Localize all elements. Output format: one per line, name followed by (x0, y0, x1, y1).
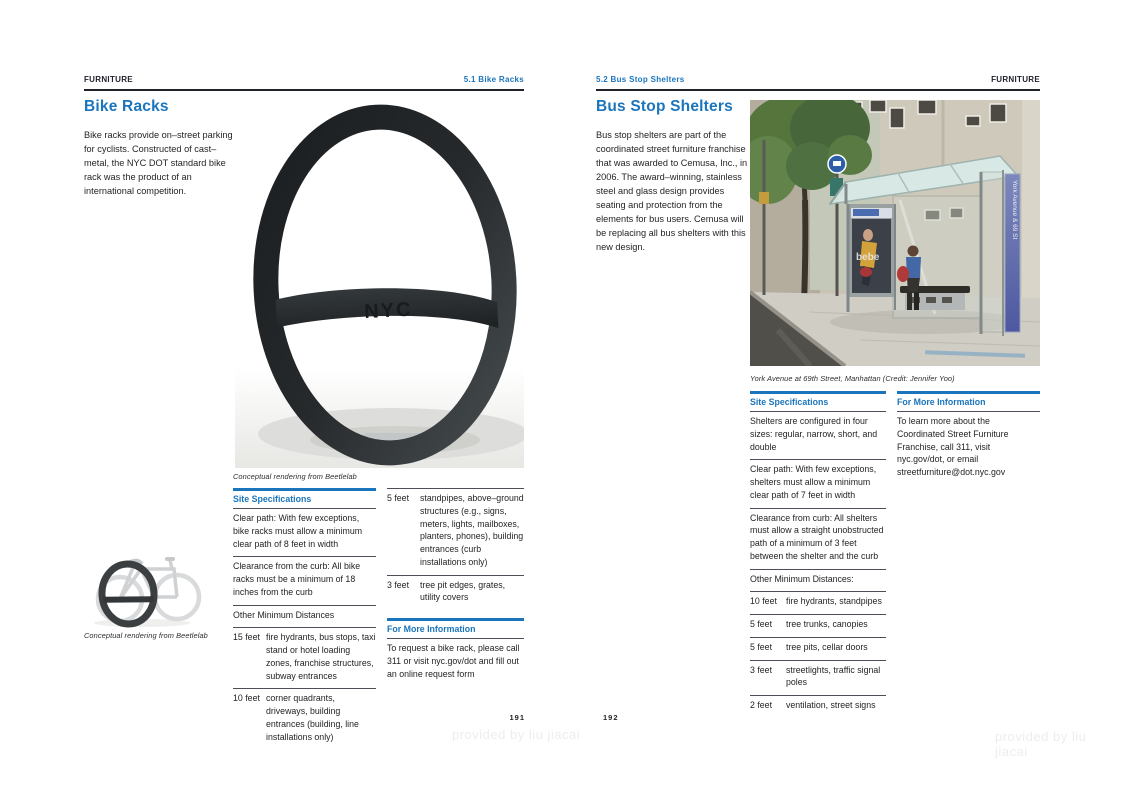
right-section-head: 5.2 Bus Stop Shelters (596, 75, 685, 84)
spec-other-distances-label: Other Minimum Distances: (750, 569, 886, 592)
bike-rack-photo-caption: Conceptual rendering from Beetlelab (233, 472, 357, 481)
spec-distance-row (233, 627, 376, 688)
page-title-bus-stop-shelters: Bus Stop Shelters (596, 98, 733, 115)
distance-desc: ventilation, street signs (786, 700, 876, 710)
distance-term: 5 feet (387, 493, 410, 503)
site-specs-heading: Site Specifications (750, 391, 886, 411)
nyc-embossed-logo: NYC (363, 298, 414, 324)
bike-site-specs-column (233, 488, 376, 749)
distance-desc: corner quadrants, driveways, building entrances (building, line installations only) (266, 693, 359, 742)
more-info-heading: For More Information (897, 391, 1040, 411)
right-header-rule (596, 89, 1040, 91)
spec-distance-row (387, 488, 524, 575)
distance-term: 3 feet (387, 579, 410, 590)
spec-sizes: Shelters are configured in four sizes: regular, narrow, short, and double (750, 411, 886, 459)
left-running-head: FURNITURE (84, 75, 133, 84)
distance-term: 5 feet (750, 641, 773, 652)
left-header-rule (84, 89, 524, 91)
spec-curb-clearance: Clearance from curb: All shelters must allow a straight unobstructed path of a minimum of 3 feet between the shelter and the curb (750, 508, 886, 569)
spec-distance-row (750, 695, 886, 718)
distance-desc: tree trunks, canopies (786, 619, 868, 629)
distance-desc: fire hydrants, bus stops, taxi stand or hotel loading zones, franchise structures, subway entrances (266, 632, 376, 681)
bike-site-specs-column-2 (387, 488, 524, 686)
distance-desc: streetlights, traffic signal poles (786, 664, 881, 688)
bike-racks-intro: Bike racks provide on–street parking for cyclists. Constructed of cast–metal, the NYC DOT standard bike rack was the product of an international competition. (84, 130, 233, 196)
ad-brand-text: bebe (856, 252, 880, 263)
page-title-bike-racks: Bike Racks (84, 98, 169, 115)
totem-street-sign-text: York Avenue & 69 St (1011, 180, 1018, 240)
more-info-heading: For More Information (387, 618, 524, 638)
watermark-left: provided by liu jiacai (452, 727, 581, 742)
site-specs-heading: Site Specifications (233, 488, 376, 508)
bike-rack-photo (235, 100, 524, 468)
left-page-number: 191 (509, 713, 525, 722)
spec-clear-path: Clear path: With few exceptions, shelters must allow a minimum clear path of 7 feet in width (750, 459, 886, 507)
distance-desc: standpipes, above–ground structures (e.g., signs, meters, lights, mailboxes, planters, phones), building entrances (curb installations only) (420, 493, 524, 567)
distance-desc: tree pit edges, grates, utility covers (420, 579, 506, 603)
spec-distance-row (387, 575, 524, 611)
distance-term: 2 feet (750, 700, 773, 710)
distance-term: 3 feet (750, 664, 773, 675)
right-page-number: 192 (603, 713, 619, 722)
spec-distance-row (750, 614, 886, 637)
bus-shelter-photo-caption: York Avenue at 69th Street, Manhattan (Credit: Jennifer Yoo) (750, 374, 955, 383)
more-info-text: To learn more about the Coordinated Street Furniture Franchise, call 311, visit nyc.gov/dot, or email streetfurniture@dot.nyc.gov (897, 411, 1040, 485)
distance-term: 10 feet (233, 693, 260, 704)
spec-other-distances-label: Other Minimum Distances (233, 605, 376, 628)
bus-shelters-intro: Bus stop shelters are part of the coordinated street furniture franchise that was awarded to Cemusa, Inc., in 2006. The award–winning, stainless steel and glass design provides seating and protection from the elements for bus users. Cemusa will be replacing all bus shelters with this new design. (596, 130, 748, 252)
right-running-head: FURNITURE (991, 75, 1040, 84)
distance-term: 10 feet (750, 596, 777, 607)
spec-distance-row (750, 637, 886, 660)
spec-distance-row (233, 688, 376, 749)
watermark-right: provided by liu jiacai (995, 729, 1087, 759)
left-section-head: 5.1 Bike Racks (463, 75, 524, 84)
spec-curb-clearance: Clearance from the curb: All bike racks must be a minimum of 18 inches from the curb (233, 556, 376, 604)
distance-desc: tree pits, cellar doors (786, 641, 868, 652)
distance-desc: fire hydrants, standpipes (786, 596, 882, 607)
spec-distance-row (750, 660, 886, 696)
spec-distance-row (750, 591, 886, 614)
spec-clear-path: Clear path: With few exceptions, bike racks must allow a minimum clear path of 8 feet in width (233, 508, 376, 556)
more-info-text: To request a bike rack, please call 311 or visit nyc.gov/dot and fill out an online request form (387, 638, 524, 686)
shelter-site-specs-column (750, 391, 886, 718)
bus-shelter-photo (750, 100, 1040, 366)
shelter-more-info-column (897, 391, 1040, 485)
distance-term: 5 feet (750, 619, 773, 629)
bike-rendering-caption: Conceptual rendering from Beetlelab (84, 631, 208, 640)
bike-rendering-photo (84, 538, 202, 628)
distance-term: 15 feet (233, 632, 260, 643)
